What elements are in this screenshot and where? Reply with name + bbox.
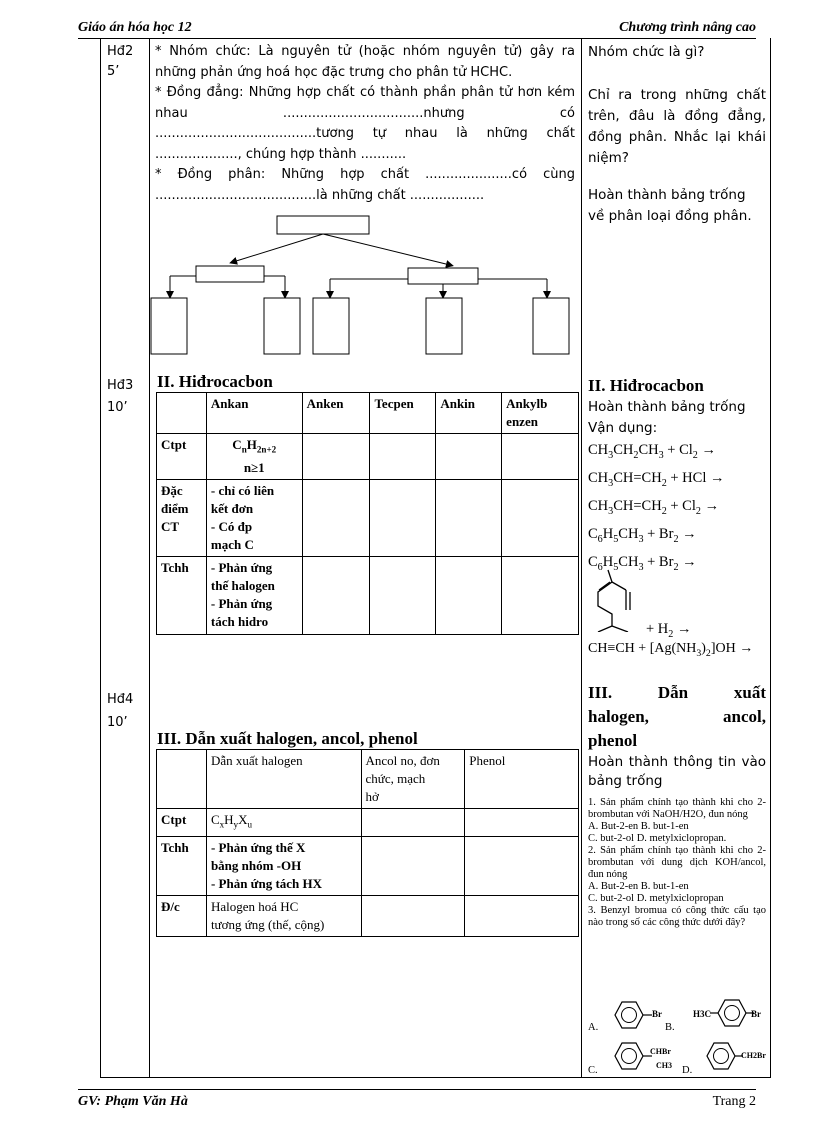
question-homolog-isomer: Chỉ ra trong những chất trên, đâu là đồng đẳng, đồng phân. Nhắc lại khái niệm?: [588, 87, 766, 166]
reaction-3: $CH_3CH=CH_2 + Cl_2$ →: [588, 497, 720, 517]
concept-block: [155, 42, 575, 206]
option-b-h3c: H3C: [693, 1009, 711, 1019]
activity-hd3: Hđ3: [107, 378, 134, 393]
reaction-6: + $H_2$ →: [646, 621, 692, 640]
functional-group-definition: * Nhóm chức: Là nguyên tử (hoặc nhóm nguyên tử) gây ra những phản ứng hoá học đặc trưng cho phân tử HCHC.: [155, 44, 575, 80]
ankan-formula: $C_nH_{2n+2}$ n≥1: [206, 434, 302, 480]
table-cell: [302, 479, 370, 556]
diagram-leaf-box: [313, 298, 349, 354]
right-halogen-title-1: III. Dẫn xuất: [588, 683, 766, 702]
table-cell: [370, 556, 436, 634]
mcq-1-cd: C. but-2-ol D. metylxiclopropan.: [588, 833, 727, 844]
table-row: [157, 809, 579, 837]
table-row: [157, 895, 579, 936]
mcq-3: 3. Benzyl bromua có công thức cấu tạo nào trong số các công thức dưới đây?: [588, 905, 766, 928]
diagram-leaf-box: [426, 298, 462, 354]
table-cell: [465, 895, 579, 936]
row-label-tchh: Tchh: [157, 836, 207, 895]
right-fill-info: Hoàn thành thông tin vào bảng trống: [588, 754, 766, 789]
table-cell: [370, 479, 436, 556]
halogen-formula: $C_xH_yX_u$: [206, 809, 361, 837]
diagram-arrow: [233, 234, 323, 262]
activity-hd2-time: 5’: [107, 64, 120, 79]
row-label-ctpt: Ctpt: [157, 434, 207, 480]
diagram-leaf-box: [151, 298, 187, 354]
column-divider-1: [149, 38, 150, 1077]
halogen-table: [156, 749, 579, 937]
right-halogen-title-3: phenol: [588, 731, 638, 750]
table-cell: [361, 895, 465, 936]
benzyl-bromide-structure-icon: [700, 1040, 746, 1074]
mcq-1-ab: A. But-2-en B. but-1-en: [588, 821, 689, 832]
isomer-definition: * Đồng phân: Những hợp chất .....................có cùng .......................................là những chất ..................: [155, 167, 575, 203]
reaction-1: $CH_3CH_2CH_3 + Cl_2$ →: [588, 442, 716, 461]
right-hydrocarbon-title: II. Hiđrocacbon: [588, 376, 704, 395]
table-cell: [370, 434, 436, 480]
diagram-root-box: [277, 216, 369, 234]
hydrocarbon-table: [156, 392, 579, 635]
halogen-reactions: - Phản ứng thế X bằng nhóm -OH - Phản ứng tách HX: [206, 836, 361, 895]
table-cell: [302, 434, 370, 480]
right-halogen-block: [588, 681, 766, 791]
header-ankylbenzen: [502, 393, 579, 434]
table-cell: [465, 836, 579, 895]
section-halogen-title: III. Dẫn xuất halogen, ancol, phenol: [157, 729, 418, 748]
header-anken: Anken: [302, 393, 370, 434]
isomer-diagram: [150, 210, 580, 360]
ankan-n-condition: n≥1: [243, 459, 265, 475]
header-subtitle: Chương trình nâng cao: [619, 20, 756, 35]
header-halogen: Dẫn xuất halogen: [206, 750, 361, 809]
activity-hd4-time: 10’: [107, 715, 128, 730]
header-ankylb: Ankylb: [506, 396, 548, 411]
reaction-7: $CH\equiv CH + [Ag(NH_3)_2]OH$ →: [588, 641, 754, 659]
diagram-right-box: [408, 268, 478, 284]
right-halogen-title-2: halogen, ancol,: [588, 707, 766, 726]
mcq-2-cd: C. but-2-ol D. metylxiclopropan: [588, 893, 724, 904]
page-footer: [78, 1089, 756, 1112]
option-d-ch2br: CH2Br: [741, 1051, 766, 1060]
halogen-preparation: Halogen hoá HC tương ứng (thế, cộng): [206, 895, 361, 936]
footer-teacher: GV: Phạm Văn Hà: [78, 1094, 188, 1109]
table-cell: [465, 809, 579, 837]
table-row: [157, 836, 579, 895]
table-row: [157, 479, 579, 556]
column-divider-2: [581, 38, 582, 1077]
option-b-br: Br: [751, 1009, 761, 1019]
reaction-4: $C_6H_5CH_3 + Br_2$ →: [588, 525, 697, 545]
option-a-label: A.: [588, 1022, 599, 1033]
header-phenol: Phenol: [465, 750, 579, 809]
row-label-dc: Đ/c: [157, 895, 207, 936]
option-c-label: C.: [588, 1065, 598, 1076]
page-header: [78, 20, 756, 39]
row-label-tchh: Tchh: [157, 556, 207, 634]
ankan-reactions: - Phản ứng thế halogen - Phản ứng tách hidro: [206, 556, 302, 634]
diagram-arrow: [323, 234, 450, 265]
table-cell: [502, 556, 579, 634]
table-row: [157, 750, 579, 809]
table-row: [157, 434, 579, 480]
diagram-leaf-box: [264, 298, 300, 354]
mcq-2-ab: A. But-2-en B. but-1-en: [588, 881, 689, 892]
table-row: [157, 556, 579, 634]
header-enzen: enzen: [506, 414, 538, 429]
table-cell: [502, 434, 579, 480]
option-a-br: Br: [652, 1009, 662, 1019]
table-cell: [436, 479, 502, 556]
table-cell: [436, 556, 502, 634]
section-hydrocarbon-title: II. Hiđrocacbon: [157, 372, 273, 391]
mcq-block: [588, 797, 766, 929]
mcq-1: 1. Sản phẩm chính tạo thành khi cho 2-brombutan với NaOH/H2O, đun nóng: [588, 797, 766, 820]
table-cell: [157, 393, 207, 434]
table-cell: [361, 836, 465, 895]
diagram-leaf-box: [533, 298, 569, 354]
right-apply-label: Vận dụng:: [588, 420, 658, 436]
option-b-label: B.: [665, 1022, 675, 1033]
activity-hd3-time: 10’: [107, 400, 128, 415]
right-fill-table: Hoàn thành bảng trống: [588, 399, 746, 415]
option-c-chbr: CHBr: [650, 1047, 671, 1056]
activity-hd4: Hđ4: [107, 692, 134, 707]
table-row: [157, 393, 579, 434]
table-cell: [436, 434, 502, 480]
row-label-dac-diem: Đặc điểm CT: [157, 479, 207, 556]
ankan-structure: - chỉ có liên kết đơn - Có đp mạch C: [206, 479, 302, 556]
footer-page-number: Trang 2: [712, 1094, 756, 1109]
activity-hd2: Hđ2: [107, 44, 134, 59]
table-cell: [361, 809, 465, 837]
header-title: Giáo án hóa học 12: [78, 20, 192, 35]
mcq-2: 2. Sản phẩm chính tạo thành khi cho 2-brombutan với dung dịch KOH/ancol, đun nóng: [588, 845, 766, 880]
right-hydrocarbon-block: [588, 375, 766, 578]
header-tecpen: Tecpen: [370, 393, 436, 434]
homolog-definition: * Đồng đẳng: Những hợp chất có thành phần phân tử hơn kém nhau ..................................nhưng có .......................................tương tự nhau là những chất ...................., chúng hợp thành ...........: [155, 85, 575, 162]
table-cell: [157, 750, 207, 809]
question-isomer-table: Hoàn thành bảng trống về phân loại đồng phân.: [588, 187, 752, 224]
reaction-5: $C_6H_5CH_3 + Br_2$ →: [588, 553, 697, 573]
table-cell: [502, 479, 579, 556]
row-label-ctpt: Ctpt: [157, 809, 207, 837]
diagram-left-box: [196, 266, 264, 282]
option-d-label: D.: [682, 1065, 693, 1076]
terpene-structure-icon: [590, 566, 646, 632]
header-ankan: Ankan: [206, 393, 302, 434]
question-functional-group: Nhóm chức là gì?: [588, 44, 705, 60]
header-ankin: Ankin: [436, 393, 502, 434]
option-c-ch3: CH3: [656, 1061, 672, 1070]
table-cell: [302, 556, 370, 634]
header-ancol: Ancol no, đơn chức, mạch hở: [361, 750, 465, 809]
right-column-questions: [588, 42, 766, 227]
reaction-2: $CH_3CH=CH_2$ + HCl →: [588, 469, 725, 489]
